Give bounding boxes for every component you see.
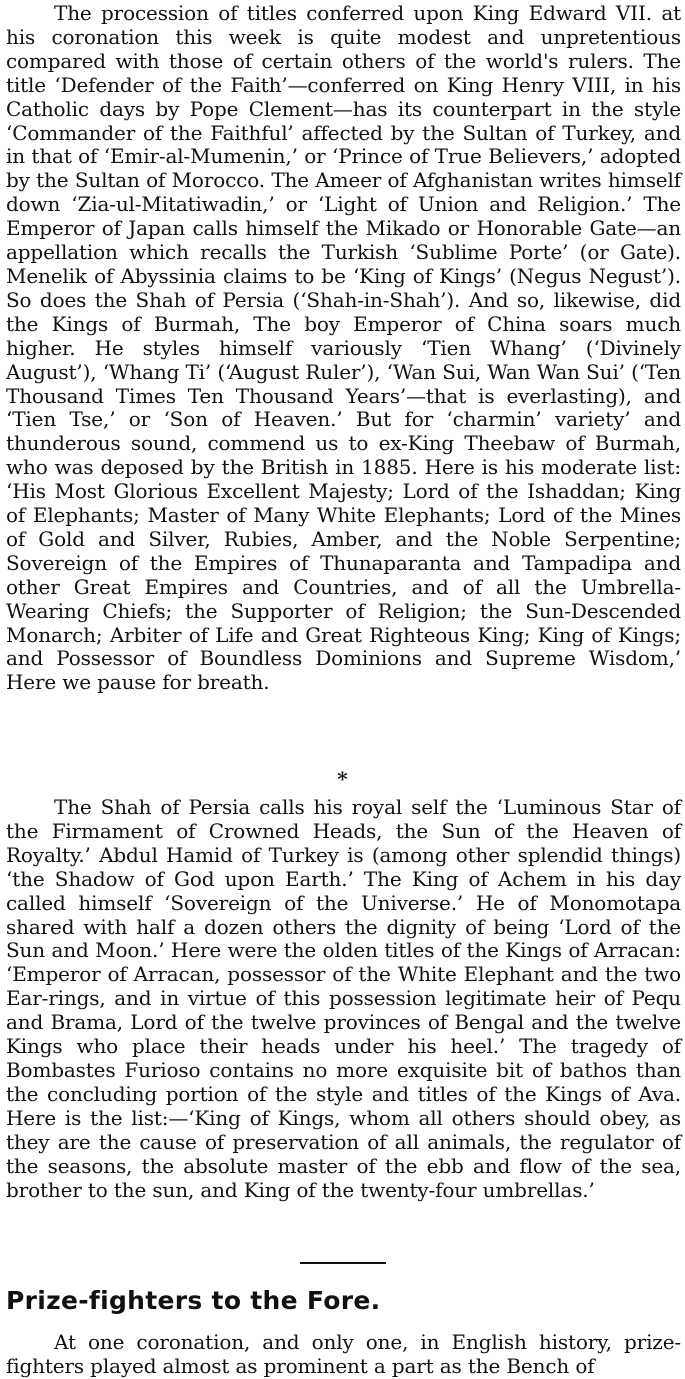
section-heading: Prize-fighters to the Fore. (6, 1286, 381, 1315)
article-paragraph-titles: The procession of titles conferred upon King Edward VII. at his coronation this week is quite modest and unpretentious compared with those of certain others of the world's rulers. The title ‘Defender of the Faith’—conferred on King Henry VIII, in his Catholic days by Pope Clement—has its counterpart in the style ‘Commander of the Faithful’ affected by the Sultan of Turkey, and in that of ‘Emir-al-Mumenin,’ or ‘Prince of True Believers,’ adopted by the Sultan of Morocco. The Ameer of Afghanistan writes himself down ‘Zia-ul-Mitatiwadin,’ or ‘Light of Union and Religion.’ The Emperor of Japan calls himself the Mikado or Honorable Gate—an appellation which recalls the Turkish ‘Sublime Porte’ (or Gate). Menelik of Abyssinia claims to be ‘King of Kings’ (Negus Negust’). So does the Shah of Persia (‘Shah-in-Shah’). And so, likewise, did the Kings of Burmah, The boy Emperor of China soars much higher. He styles himself variously ‘Tien Whang’ (‘Divinely August’), ‘Whang Ti’ (‘August Ruler’), ‘Wan Sui, Wan Wan Sui’ (‘Ten Thousand Times Ten Thousand Years’—that is everlasting), and ‘Tien Tse,’ or ‘Son of Heaven.’ But for ‘charmin’ variety’ and thunderous sound, commend us to ex-King Theebaw of Burmah, who was deposed by the British in 1885. Here is his moderate list: ‘His Most Glorious Excellent Majesty; Lord of the Ishaddan; King of Elephants; Master of Many White Elephants; Lord of the Mines of Gold and Silver, Rubies, Amber, and the Noble Serpentine; Sovereign of the Empires of Thunaparanta and Tampadipa and other Great Empires and Countries, and of all the Umbrella-Wearing Chiefs; the Supporter of Religion; the Sun-Descended Monarch; Arbiter of Life and Great Righteous King; King of Kings; and Possessor of Boundless Dominions and Supreme Wisdom,’ Here we pause for breath. (6, 1, 681, 695)
article-paragraph-eastern-titles: The Shah of Persia calls his royal self the ‘Luminous Star of the Firmament of Crowned Heads, the Sun of the Heaven of Royalty.’ Abdul Hamid of Turkey is (among other splendid things) ‘the Shadow of God upon Earth.’ The King of Achem in his day called himself ‘Sovereign of the Universe.’ He of Monomotapa shared with half a dozen others the dignity of being ‘Lord of the Sun and Moon.’ Here were the olden titles of the Kings of Arracan: ‘Emperor of Arracan, possessor of the White Elephant and the two Ear-rings, and in virtue of this possession legitimate heir of Pequ and Brama, Lord of the twelve provinces of Bengal and the twelve Kings who place their heads under his heel.’ The tragedy of Bombastes Furioso contains no more exquisite bit of bathos than the concluding portion of the style and titles of the Kings of Ava. Here is the list:—‘King of Kings, whom all others should obey, as they are the cause of preservation of all animals, the regulator of the seasons, the absolute master of the ebb and flow of the sea, brother to the sun, and King of the twenty-four umbrellas.’ (6, 795, 681, 1202)
section-separator-asterisk: * (337, 767, 348, 791)
article-paragraph-prize-fighters: At one coronation, and only one, in English history, prize-fighters played almost as prominent a part as the Bench of (6, 1330, 681, 1378)
section-divider-rule (300, 1262, 386, 1264)
